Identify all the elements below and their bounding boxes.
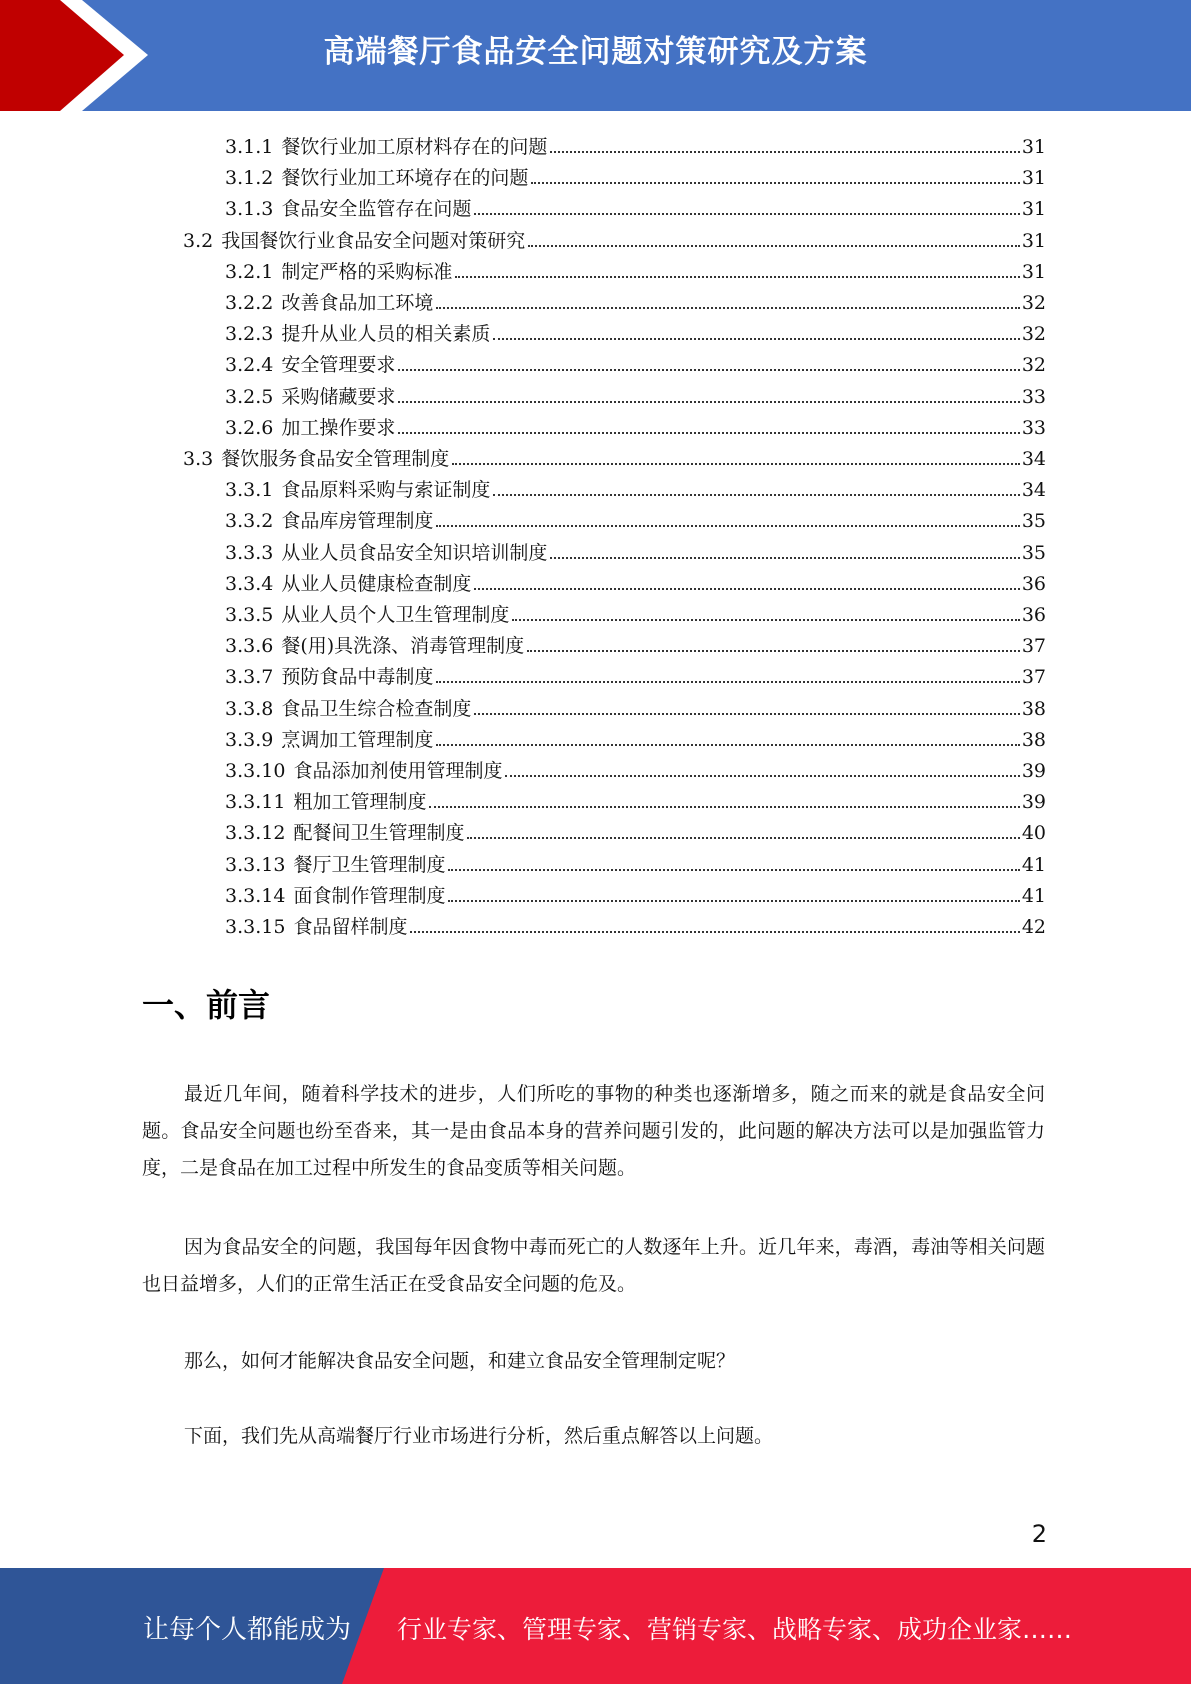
toc-entry-page: 36 <box>1021 572 1046 595</box>
toc-entry-title: 食品留样制度 <box>293 916 408 938</box>
toc-entry-page: 36 <box>1021 604 1046 626</box>
toc-entry-page: 33 <box>1021 385 1046 408</box>
toc-entry-number: 3.3.15 <box>225 916 286 938</box>
toc-entry[interactable] <box>225 846 1046 877</box>
section-heading: 一、前言 <box>142 986 271 1024</box>
toc-entry[interactable] <box>225 534 1046 565</box>
toc-entry[interactable] <box>225 752 1046 783</box>
toc-entry-number: 3.3.7 <box>225 666 274 689</box>
toc-entry-page: 32 <box>1021 323 1046 346</box>
toc-dot-leader <box>467 836 1019 839</box>
toc-entry-number: 3.2 <box>183 229 214 252</box>
toc-entry-number: 3.3 <box>183 448 214 470</box>
toc-entry-title: 餐饮行业加工原材料存在的问题 <box>281 136 548 158</box>
toc-entry-title: 配餐间卫生管理制度 <box>293 822 465 845</box>
toc-entry[interactable] <box>225 253 1046 284</box>
paragraph: 最近几年间，随着科学技术的进步，人们所吃的事物的种类也逐渐增多，随之而来的就是食品安全问题。食品安全问题也纷至沓来，其一是由食品本身的营养问题引发的，此问题的解决方法可以是加强监管力度，二是食品在加工过程中所发生的食品变质等相关问题。 <box>142 1083 1045 1179</box>
toc-entry[interactable] <box>225 346 1046 377</box>
toc-dot-leader <box>474 587 1019 590</box>
toc-dot-leader <box>493 337 1019 340</box>
toc-entry[interactable] <box>225 783 1046 814</box>
toc-entry-page: 41 <box>1021 884 1046 907</box>
toc-entry-page: 31 <box>1021 167 1046 190</box>
toc-entry-page: 31 <box>1021 229 1046 252</box>
toc-entry[interactable] <box>225 471 1046 502</box>
toc-entry-title: 从业人员食品安全知识培训制度 <box>281 541 548 564</box>
toc-dot-leader <box>452 462 1020 465</box>
toc-dot-leader <box>398 368 1019 371</box>
toc-entry-page: 31 <box>1021 198 1046 221</box>
toc-entry-page: 32 <box>1021 292 1046 314</box>
toc-entry-page: 34 <box>1021 448 1046 470</box>
toc-dot-leader <box>436 524 1019 527</box>
toc-entry-title: 从业人员健康检查制度 <box>281 572 472 595</box>
toc-entry-number: 3.3.4 <box>225 572 274 595</box>
toc-dot-leader <box>398 400 1019 403</box>
toc-entry-number: 3.2.6 <box>225 416 274 439</box>
toc-entry[interactable] <box>225 315 1046 346</box>
toc-entry-number: 3.3.10 <box>225 760 286 782</box>
toc-entry-number: 3.1.1 <box>225 136 274 158</box>
toc-entry-title: 采购储藏要求 <box>281 385 396 408</box>
toc-entry-title: 食品卫生综合检查制度 <box>281 697 472 720</box>
toc-dot-leader <box>455 275 1019 278</box>
toc-dot-leader <box>436 743 1019 746</box>
toc-entry-page: 35 <box>1021 510 1046 533</box>
toc-entry-number: 3.3.8 <box>225 697 274 720</box>
toc-entry[interactable] <box>225 721 1046 752</box>
toc-entry-number: 3.3.5 <box>225 604 274 626</box>
toc-entry-page: 41 <box>1021 853 1046 876</box>
toc-entry[interactable] <box>225 190 1046 221</box>
toc-entry-number: 3.2.4 <box>225 354 274 377</box>
toc-entry-page: 37 <box>1021 635 1046 658</box>
toc-entry-page: 32 <box>1021 354 1046 377</box>
paragraph: 那么，如何才能解决食品安全问题，和建立食品安全管理制定呢？ <box>184 1350 736 1372</box>
toc-entry[interactable] <box>225 284 1046 315</box>
toc-entry[interactable] <box>225 877 1046 908</box>
toc-entry-title: 餐厅卫生管理制度 <box>293 853 446 876</box>
toc-entry-title: 食品安全监管存在问题 <box>281 198 472 221</box>
toc-entry-number: 3.3.13 <box>225 853 286 876</box>
toc-entry[interactable] <box>225 814 1046 845</box>
toc-entry[interactable] <box>225 159 1046 190</box>
toc-entry[interactable] <box>225 502 1046 533</box>
toc-entry[interactable] <box>183 440 1046 471</box>
toc-entry-page: 39 <box>1021 760 1046 782</box>
toc-entry-page: 34 <box>1021 479 1046 502</box>
footer-slogan-left: 让每个人都能成为 <box>143 1615 352 1645</box>
toc-entry-title: 粗加工管理制度 <box>293 791 427 814</box>
toc-entry-title: 制定严格的采购标准 <box>281 260 453 283</box>
page-header <box>0 0 1191 111</box>
paragraph: 下面，我们先从高端餐厅行业市场进行分析，然后重点解答以上问题。 <box>184 1425 774 1447</box>
toc-entry-number: 3.3.3 <box>225 541 274 564</box>
toc-entry-number: 3.1.2 <box>225 167 274 190</box>
toc-dot-leader <box>493 493 1019 496</box>
toc-dot-leader <box>528 244 1020 247</box>
toc-entry-page: 35 <box>1021 541 1046 564</box>
toc-entry[interactable] <box>225 128 1046 159</box>
toc-entry-number: 3.3.6 <box>225 635 274 658</box>
header-title: 高端餐厅食品安全问题对策研究及方案 <box>323 34 868 70</box>
toc-entry-page: 39 <box>1021 791 1046 814</box>
toc-entry-title: 食品库房管理制度 <box>281 510 434 533</box>
toc-entry-title: 加工操作要求 <box>281 416 396 439</box>
toc-dot-leader <box>550 556 1019 559</box>
toc-dot-leader <box>448 899 1019 902</box>
toc-dot-leader <box>410 930 1019 933</box>
toc-entry-page: 37 <box>1021 666 1046 689</box>
toc-entry[interactable] <box>225 565 1046 596</box>
toc-entry[interactable] <box>225 658 1046 689</box>
toc-entry-title: 餐饮服务食品安全管理制度 <box>221 448 450 470</box>
toc-entry-number: 3.3.9 <box>225 728 274 751</box>
toc-entry-number: 3.2.2 <box>225 292 274 314</box>
toc-entry-title: 预防食品中毒制度 <box>281 666 434 689</box>
toc-entry-number: 3.3.12 <box>225 822 286 845</box>
toc-entry-page: 31 <box>1021 260 1046 283</box>
toc-entry-title: 改善食品加工环境 <box>281 292 434 314</box>
toc-entry-title: 餐(用)具洗涤、消毒管理制度 <box>281 635 525 658</box>
toc-entry-title: 面食制作管理制度 <box>293 884 446 907</box>
toc-entry-title: 食品原料采购与索证制度 <box>281 479 491 502</box>
toc-entry-number: 3.3.2 <box>225 510 274 533</box>
toc-entry-page: 40 <box>1021 822 1046 845</box>
toc-dot-leader <box>505 774 1019 777</box>
toc-entry-number: 3.1.3 <box>225 198 274 221</box>
toc-entry-page: 42 <box>1021 916 1046 938</box>
toc-entry-number: 3.3.1 <box>225 479 274 502</box>
toc-entry-page: 31 <box>1021 136 1046 158</box>
toc-dot-leader <box>436 680 1019 683</box>
toc-entry-title: 安全管理要求 <box>281 354 396 377</box>
toc-entry[interactable] <box>225 378 1046 409</box>
toc-dot-leader <box>531 181 1019 184</box>
toc-entry-title: 食品添加剂使用管理制度 <box>293 760 503 782</box>
toc-dot-leader <box>474 212 1019 215</box>
toc-entry-title: 从业人员个人卫生管理制度 <box>281 604 510 626</box>
toc-dot-leader <box>474 712 1019 715</box>
paragraph: 因为食品安全的问题，我国每年因食物中毒而死亡的人数逐年上升。近几年来，毒酒，毒油等相关问题也日益增多，人们的正常生活正在受食品安全问题的危及。 <box>142 1236 1045 1295</box>
toc-entry[interactable] <box>225 908 1046 939</box>
toc-entry-page: 33 <box>1021 416 1046 439</box>
toc-entry[interactable] <box>225 690 1046 721</box>
toc-entry-title: 烹调加工管理制度 <box>281 728 434 751</box>
toc-entry-number: 3.2.5 <box>225 385 274 408</box>
toc-dot-leader <box>512 618 1019 621</box>
page-footer <box>0 1568 1191 1684</box>
toc-dot-leader <box>398 431 1019 434</box>
toc-dot-leader <box>550 150 1019 153</box>
toc-entry-title: 我国餐饮行业食品安全问题对策研究 <box>221 229 526 252</box>
toc-dot-leader <box>527 649 1020 652</box>
toc-entry[interactable] <box>225 409 1046 440</box>
toc-dot-leader <box>429 805 1019 808</box>
toc-entry-number: 3.2.3 <box>225 323 274 346</box>
toc-entry[interactable] <box>183 222 1046 253</box>
toc-entry-title: 餐饮行业加工环境存在的问题 <box>281 167 529 190</box>
toc-dot-leader <box>448 868 1019 871</box>
toc-entry-title: 提升从业人员的相关素质 <box>281 323 491 346</box>
toc-entry[interactable] <box>225 627 1046 658</box>
toc-entry-number: 3.3.14 <box>225 884 286 907</box>
toc-entry-page: 38 <box>1021 728 1046 751</box>
toc-entry[interactable] <box>225 596 1046 627</box>
toc-dot-leader <box>436 306 1019 309</box>
page-number: 2 <box>1031 1520 1047 1548</box>
toc-entry-number: 3.3.11 <box>225 791 286 814</box>
toc-entry-number: 3.2.1 <box>225 260 274 283</box>
toc-entry-page: 38 <box>1021 697 1046 720</box>
footer-slogan-right: 行业专家、管理专家、营销专家、战略专家、成功企业家…… <box>397 1615 1073 1644</box>
